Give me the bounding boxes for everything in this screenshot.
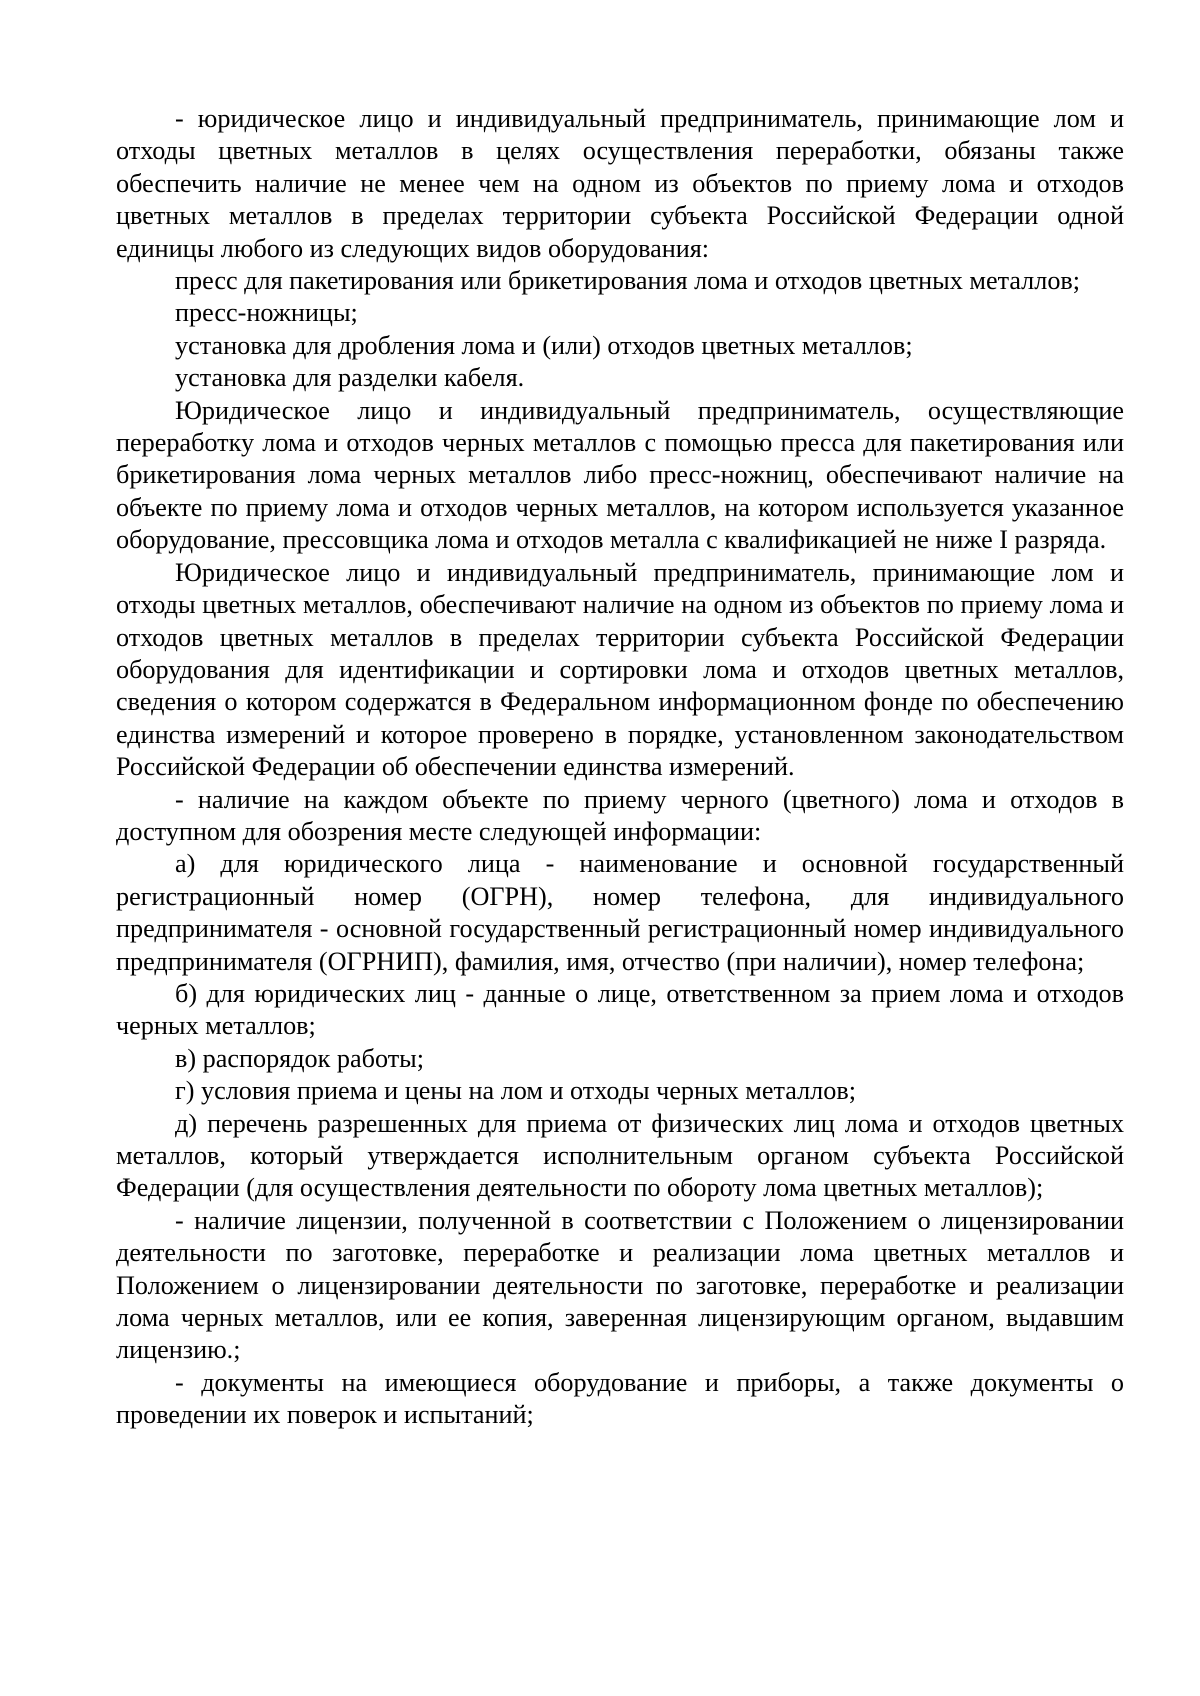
paragraph-item-a: а) для юридического лица - наименование и основной государственный регистрационный номер (ОГРН), номер телефона, для индивидуального предпринимателя - основной государственный регистрационный номер индивидуального предпринимателя (ОГРНИП), фамилия, имя, отчество (при наличии), номер телефона; [116, 849, 1124, 976]
paragraph-identification-equipment: Юридическое лицо и индивидуальный предприниматель, принимающие лом и отходы цветных металлов, обеспечивают наличие на одном из объектов по приему лома и отходов цветных металлов в пределах территории субъекта Российской Федерации оборудования для идентификации и сортировки лома и отходов цветных металлов, сведения о котором содержатся в Федеральном информационном фонде по обеспечению единства измерений и которое проверено в порядке, установленном законодательством Российской Федерации об обеспечении единства измерений. [116, 557, 1124, 782]
paragraph-press-packaging: пресс для пакетирования или брикетирования лома и отходов цветных металлов; [175, 266, 1081, 296]
paragraph-information-display: - наличие на каждом объекте по приему черного (цветного) лома и отходов в доступном для обозрения месте следующей информации: [116, 784, 1124, 846]
paragraph-item-d: д) перечень разрешенных для приема от физических лиц лома и отходов цветных металлов, который утверждается исполнительным органом субъекта Российской Федерации (для осуществления деятельности по обороту лома цветных металлов); [116, 1108, 1124, 1203]
paragraph-item-g: г) условия приема и цены на лом и отходы черных металлов; [175, 1076, 856, 1106]
paragraph-equipment-documents: - документы на имеющиеся оборудование и приборы, а также документы о проведении их поверок и испытаний; [116, 1367, 1124, 1430]
paragraph-cable-cutting-unit: установка для разделки кабеля. [175, 363, 525, 393]
paragraph-item-b: б) для юридических лиц - данные о лице, ответственном за прием лома и отходов черных металлов; [116, 978, 1124, 1041]
paragraph-item-v: в) распорядок работы; [175, 1043, 425, 1073]
paragraph-nonferrous-equipment-obligation: - юридическое лицо и индивидуальный предприниматель, принимающие лом и отходы цветных металлов в целях осуществления переработки, обязаны также обеспечить наличие не менее чем на одном из объектов по приему лома и отходов цветных металлов в пределах территории субъекта Российской Федерации одной единицы любого из следующих видов оборудования: [116, 104, 1124, 263]
paragraph-license: - наличие лицензии, полученной в соответствии с Положением о лицензировании деятельности по заготовке, переработке и реализации лома цветных металлов и Положением о лицензировании деятельности по заготовке, переработке и реализации лома черных металлов, или ее копия, заверенная лицензирующим органом, выдавшим лицензию.; [116, 1205, 1124, 1365]
document-body [116, 103, 1124, 1432]
paragraph-press-shears: пресс-ножницы; [175, 298, 358, 328]
paragraph-ferrous-press-operator: Юридическое лицо и индивидуальный предприниматель, осуществляющие переработку лома и отходов черных металлов с помощью пресса для пакетирования или брикетирования лома черных металлов либо пресс-ножниц, обеспечивают наличие на объекте по приему лома и отходов черных металлов, на котором используется указанное оборудование, прессовщика лома и отходов металла с квалификацией не ниже I разряда. [116, 395, 1124, 555]
paragraph-crushing-unit: установка для дробления лома и (или) отходов цветных металлов; [175, 330, 913, 360]
